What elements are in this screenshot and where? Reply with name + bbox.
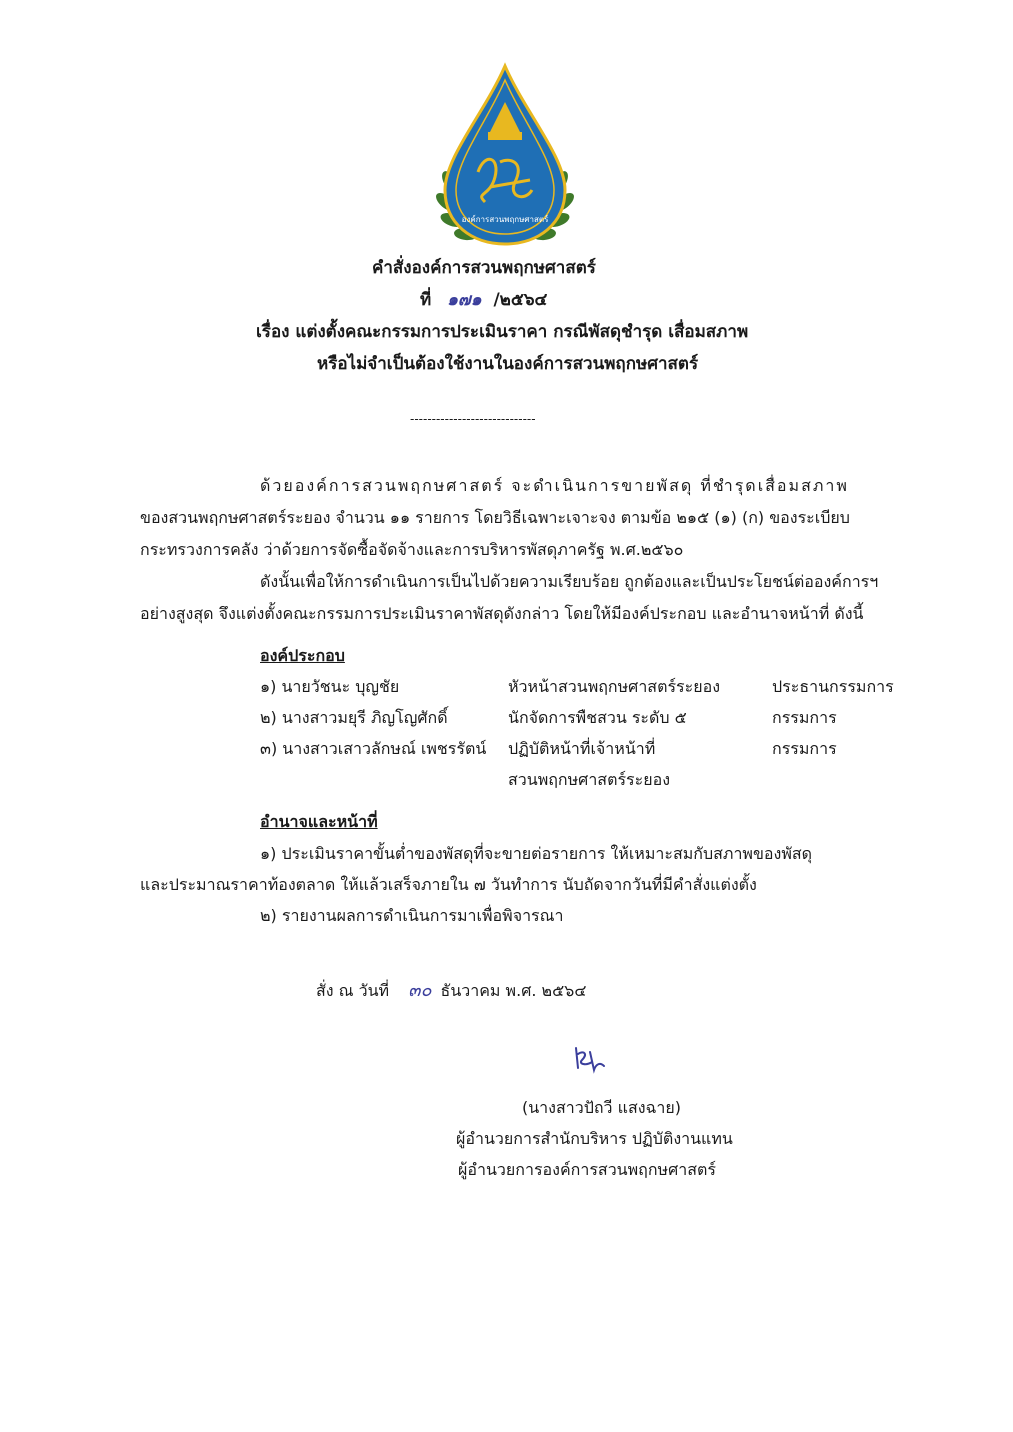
order-date-day-handwritten: ๓๐ bbox=[408, 980, 432, 1001]
paragraph-2-line-1: ดังนั้นเพื่อให้การดำเนินการเป็นไปด้วยความเรียบร้อย ถูกต้องและเป็นประโยชน์ต่อองค์การฯ bbox=[260, 572, 879, 591]
header-divider: ----------------------------- bbox=[410, 412, 536, 426]
order-number-prefix: ที่ bbox=[420, 290, 432, 310]
duty-1-line-2: และประมาณราคาท้องตลาด ให้แล้วเสร็จภายใน ๗ วันทำการ นับถัดจากวันที่มีคำสั่งแต่งตั้ง bbox=[140, 875, 757, 894]
duty-2: ๒) รายงานผลการดำเนินการมาเพื่อพิจารณา bbox=[260, 906, 564, 925]
duty-1-line-1: ๑) ประเมินราคาขั้นต่ำของพัสดุที่จะขายต่อรายการ ให้เหมาะสมกับสภาพของพัสดุ bbox=[260, 844, 813, 863]
order-date-prefix: สั่ง ณ วันที่ bbox=[316, 981, 390, 1000]
subject-line-1: เรื่อง แต่งตั้งคณะกรรมการประเมินราคา กรณีพัสดุชำรุด เสื่อมสภาพ bbox=[256, 322, 749, 342]
signatory-name: (นางสาวปัถวี แสงฉาย) bbox=[522, 1098, 682, 1117]
member-3-name: ๓) นางสาวเสาวลักษณ์ เพชรรัตน์ bbox=[260, 739, 487, 758]
logo-text: องค์การสวนพฤกษศาสตร์ bbox=[461, 215, 549, 224]
order-number-suffix: /๒๕๖๔ bbox=[493, 290, 548, 310]
duties-heading: อำนาจและหน้าที่ bbox=[260, 812, 378, 831]
paragraph-2-line-2: อย่างสูงสุด จึงแต่งตั้งคณะกรรมการประเมินราคาพัสดุดังกล่าว โดยให้มีองค์ประกอบ และอำนาจหน้าที่ ดังนี้ bbox=[140, 604, 864, 623]
member-1-name: ๑) นายวัชนะ บุญชัย bbox=[260, 677, 400, 696]
member-3-position: ปฏิบัติหน้าที่เจ้าหน้าที่ bbox=[508, 739, 656, 758]
member-1-role: ประธานกรรมการ bbox=[772, 677, 894, 696]
member-2-position: นักจัดการพืชสวน ระดับ ๕ bbox=[508, 708, 687, 727]
composition-heading: องค์ประกอบ bbox=[260, 646, 345, 665]
member-2-role: กรรมการ bbox=[772, 708, 837, 727]
order-date-suffix: ธันวาคม พ.ศ. ๒๕๖๔ bbox=[440, 981, 587, 1000]
order-number bbox=[420, 286, 547, 313]
order-date bbox=[316, 975, 586, 1004]
order-title: คำสั่งองค์การสวนพฤกษศาสตร์ bbox=[372, 258, 596, 278]
member-3-position-line-2: สวนพฤกษศาสตร์ระยอง bbox=[508, 770, 671, 789]
organization-logo bbox=[430, 62, 580, 252]
order-number-handwritten: ๑๗๑ bbox=[447, 290, 482, 310]
member-1-position: หัวหน้าสวนพฤกษศาสตร์ระยอง bbox=[508, 677, 721, 696]
paragraph-1-line-1: ด้วยองค์การสวนพฤกษศาสตร์ จะดำเนินการขายพัสดุ ที่ชำรุดเสื่อมสภาพ bbox=[260, 476, 849, 495]
member-2-name: ๒) นางสาวมยุรี ภิญโญศักดิ์ bbox=[260, 708, 448, 727]
paragraph-1-line-2: ของสวนพฤกษศาสตร์ระยอง จำนวน ๑๑ รายการ โดยวิธีเฉพาะเจาะจง ตามข้อ ๒๑๕ (๑) (ก) ของระเบียบ bbox=[140, 508, 850, 527]
signatory-title-2: ผู้อำนวยการองค์การสวนพฤกษศาสตร์ bbox=[458, 1160, 716, 1179]
paragraph-1-line-3: กระทรวงการคลัง ว่าด้วยการจัดซื้อจัดจ้างและการบริหารพัสดุภาครัฐ พ.ศ.๒๕๖๐ bbox=[140, 540, 684, 559]
subject-line-2: หรือไม่จำเป็นต้องใช้งานในองค์การสวนพฤกษศาสตร์ bbox=[317, 354, 699, 374]
signatory-title-1: ผู้อำนวยการสำนักบริหาร ปฏิบัติงานแทน bbox=[456, 1129, 733, 1148]
member-3-role: กรรมการ bbox=[772, 739, 837, 758]
handwritten-signature bbox=[570, 1044, 610, 1074]
